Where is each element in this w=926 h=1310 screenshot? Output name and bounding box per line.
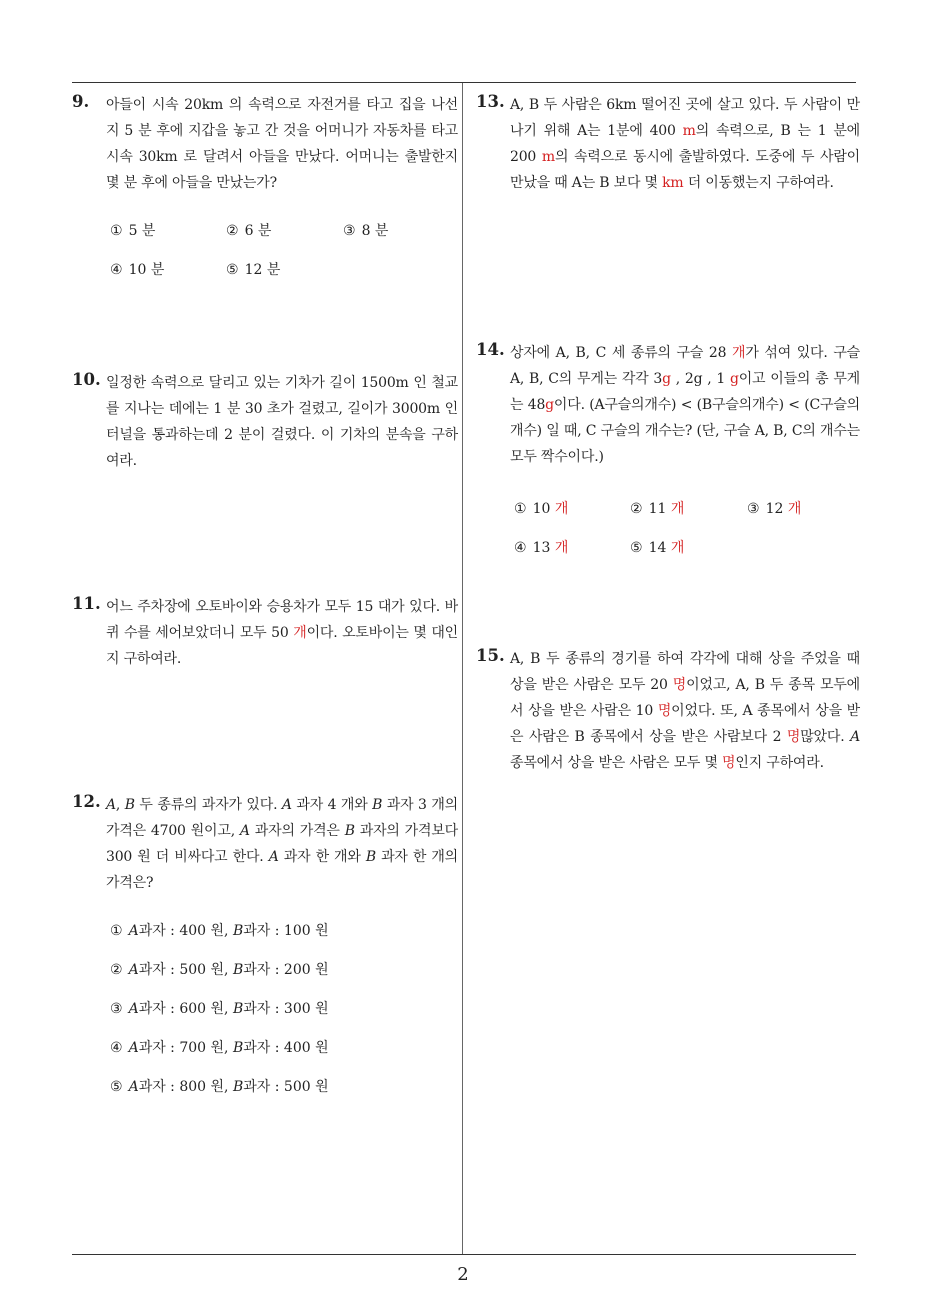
question-12 bbox=[72, 792, 458, 896]
question-number: 15. bbox=[476, 646, 505, 665]
question-number: 12. bbox=[72, 792, 101, 811]
question-number: 11. bbox=[72, 594, 101, 613]
choice-4[interactable]: ④ 13 개 bbox=[514, 540, 569, 556]
choice-2[interactable]: ② 6 분 bbox=[226, 223, 272, 239]
choice-5[interactable]: ⑤ 12 분 bbox=[226, 262, 281, 278]
choice-2[interactable]: ② A과자 : 500 원, B과자 : 200 원 bbox=[110, 962, 329, 978]
page-number: 2 bbox=[457, 1264, 469, 1285]
choice-1[interactable]: ① A과자 : 400 원, B과자 : 100 원 bbox=[110, 923, 329, 939]
question-text: 어느 주차장에 오토바이와 승용차가 모두 15 대가 있다. 바퀴 수를 세어보았더니 모두 50 개이다. 오토바이는 몇 대인지 구하여라. bbox=[106, 599, 458, 667]
question-text: 상자에 A, B, C 세 종류의 구슬 28 개가 섞여 있다. 구슬 A, B, C의 무게는 각각 3g , 2g , 1 g이고 이들의 총 무게는 48g이다. (A구슬의개수) < (B구슬의개수) < (C구슬의개수) 일 때, C 구슬의 개수는? (단, 구슬 A, B, C의 개수는 모두 짝수이다.) bbox=[510, 345, 860, 465]
question-number: 9. bbox=[72, 92, 90, 111]
choice-1[interactable]: ① 10 개 bbox=[514, 501, 569, 517]
choice-5[interactable]: ⑤ A과자 : 800 원, B과자 : 500 원 bbox=[110, 1079, 329, 1095]
question-number: 14. bbox=[476, 340, 505, 359]
choice-5[interactable]: ⑤ 14 개 bbox=[630, 540, 685, 556]
choice-1[interactable]: ① 5 분 bbox=[110, 223, 156, 239]
question-10 bbox=[72, 370, 458, 474]
column-divider bbox=[462, 83, 463, 1254]
question-text: A, B 두 사람은 6km 떨어진 곳에 살고 있다. 두 사람이 만나기 위해 A는 1분에 400 m의 속력으로, B 는 1 분에 200 m의 속력으로 동시에 출발하였다. 도중에 두 사람이 만났을 때 A는 B 보다 몇 km 더 이동했는지 구하여라. bbox=[510, 97, 861, 191]
question-text: A, B 두 종류의 경기를 하여 각각에 대해 상을 주었을 때 상을 받은 사람은 모두 20 명이었고, A, B 두 종목 모두에서 상을 받은 사람은 10 명이었다. 또, A 종목에서 상을 받은 사람은 B 종목에서 상을 받은 사람보다 2 명많았다. A 종목에서 상을 받은 사람은 모두 몇 명인지 구하여라. bbox=[510, 651, 860, 771]
top-rule bbox=[72, 82, 856, 83]
question-13 bbox=[476, 92, 860, 196]
choice-4[interactable]: ④ 10 분 bbox=[110, 262, 165, 278]
question-text: 일정한 속력으로 달리고 있는 기차가 길이 1500m 인 철교를 지나는 데에는 1 분 30 초가 걸렸고, 길이가 3000m 인 터널을 통과하는데 2 분이 걸렸다. 이 기차의 분속을 구하여라. bbox=[106, 375, 458, 469]
choice-2[interactable]: ② 11 개 bbox=[630, 501, 685, 517]
bottom-rule bbox=[72, 1254, 856, 1255]
question-14 bbox=[476, 340, 860, 470]
question-text: 아들이 시속 20km 의 속력으로 자전거를 타고 집을 나선 지 5 분 후에 지갑을 놓고 간 것을 어머니가 자동차를 타고 시속 30km 로 달려서 아들을 만났다. 어머니는 출발한지 몇 분 후에 아들을 만났는가? bbox=[106, 97, 458, 191]
question-9 bbox=[72, 92, 458, 196]
question-11 bbox=[72, 594, 458, 672]
choice-4[interactable]: ④ A과자 : 700 원, B과자 : 400 원 bbox=[110, 1040, 329, 1056]
choice-3[interactable]: ③ A과자 : 600 원, B과자 : 300 원 bbox=[110, 1001, 329, 1017]
question-text: A, B 두 종류의 과자가 있다. A 과자 4 개와 B 과자 3 개의 가격은 4700 원이고, A 과자의 가격은 B 과자의 가격보다 300 원 더 비싸다고 한다. A 과자 한 개와 B 과자 한 개의 가격은? bbox=[106, 797, 458, 891]
question-15 bbox=[476, 646, 860, 776]
choice-3[interactable]: ③ 12 개 bbox=[747, 501, 802, 517]
question-number: 10. bbox=[72, 370, 101, 389]
question-number: 13. bbox=[476, 92, 505, 111]
choice-3[interactable]: ③ 8 분 bbox=[343, 223, 389, 239]
